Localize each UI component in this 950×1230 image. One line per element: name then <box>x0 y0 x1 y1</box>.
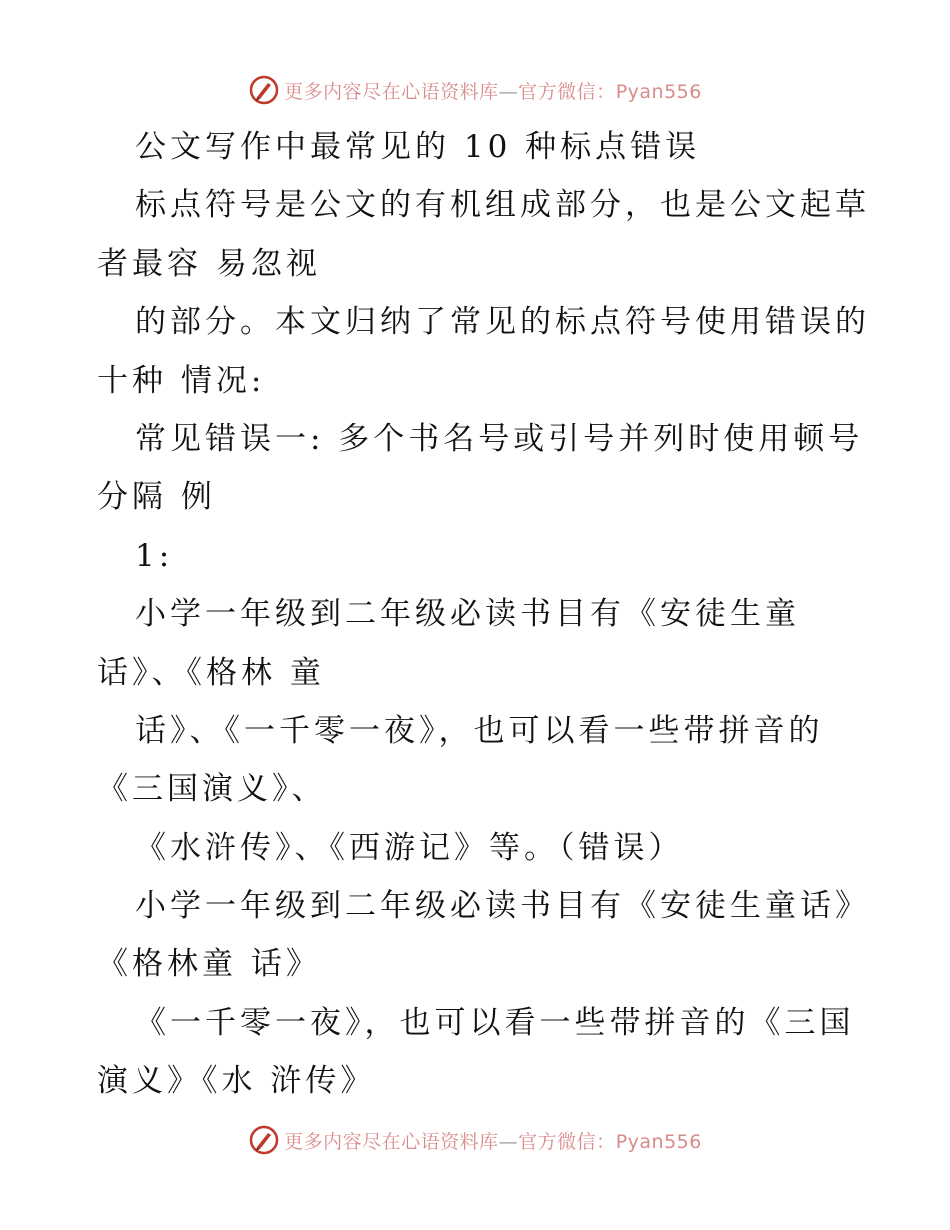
watermark-text: 更多内容尽在心语资料库—官方微信：Pyan556 <box>284 80 702 103</box>
paragraph-line: 小学一年级到二年级必读书目有《安徒生童 <box>135 596 800 633</box>
example-number: 1: <box>135 537 174 574</box>
paragraph-line: 话》、《格林 童 <box>97 654 325 691</box>
paragraph-line: 《一千零一夜》，也可以看一些带拼音的《三国 <box>135 1004 855 1041</box>
paragraph-line: 小学一年级到二年级必读书目有《安徒生童话》 <box>135 888 870 925</box>
document-title: 公文写作中最常见的 10 种标点错误 <box>135 129 701 165</box>
paragraph-line: 标点符号是公文的有机组成部分，也是公文起草 <box>135 187 870 224</box>
document-body <box>97 118 870 1111</box>
paragraph-line: 演义》《水 浒传》 <box>97 1063 376 1100</box>
paragraph-line: 《水浒传》、《西游记》等。（错误） <box>135 829 684 866</box>
paragraph-line: 分隔 例 <box>97 479 216 516</box>
watermark-text: 更多内容尽在心语资料库—官方微信：Pyan556 <box>284 1130 702 1153</box>
paragraph-line: 《三国演义》、 <box>97 771 327 808</box>
pen-circle-logo-icon <box>248 1124 280 1156</box>
paragraph-line: 《格林童 话》 <box>97 946 321 983</box>
paragraph-line: 十种 情况: <box>97 362 266 399</box>
footer-watermark-banner <box>0 1120 950 1160</box>
paragraph-line: 者最容 易忽视 <box>97 245 321 282</box>
header-watermark-banner <box>0 70 950 110</box>
paragraph-line: 的部分。本文归纳了常见的标点符号使用错误的 <box>135 304 870 341</box>
pen-circle-logo-icon <box>248 74 280 106</box>
paragraph-line: 话》、《一千零一夜》，也可以看一些带拼音的 <box>135 712 824 749</box>
section-heading: 常见错误一: 多个书名号或引号并列时使用顿号 <box>135 420 864 457</box>
